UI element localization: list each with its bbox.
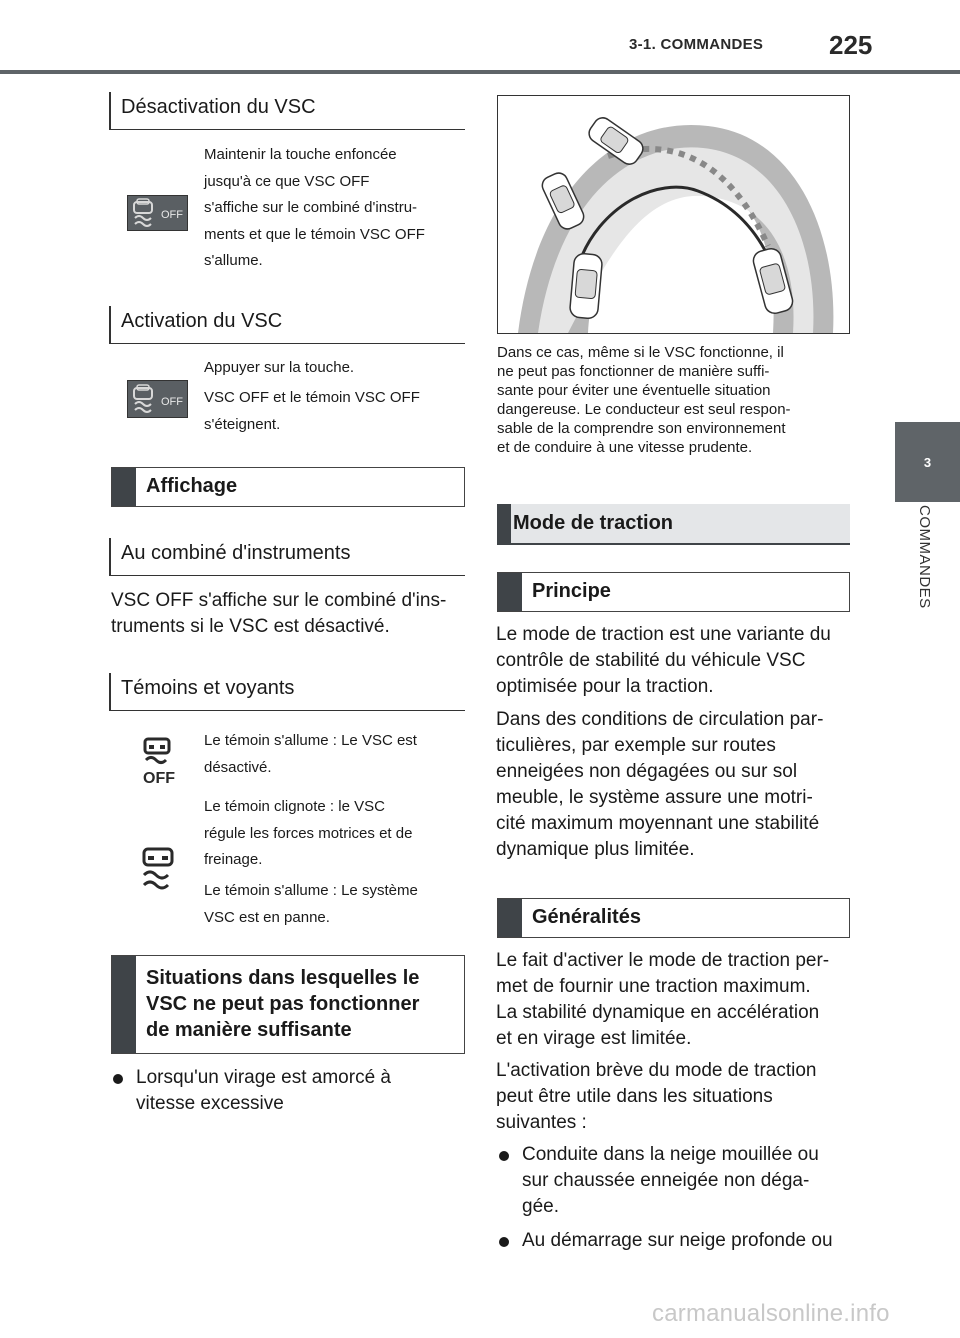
heading-bar (112, 956, 136, 1053)
general-paragraph-2: L'activation brève du mode de traction peut être utile dans les situations suivantes : (496, 1060, 817, 1133)
heading-bar (112, 468, 136, 506)
vsc-on-button-label: OFF (161, 396, 183, 408)
heading-situations: Situations dans lesquelles le VSC ne peut pas fonctionner de manière suffisante (111, 955, 465, 1054)
heading-instrument-cluster: Au combiné d'instruments (109, 538, 465, 576)
heading-indicators: Témoins et voyants (109, 673, 465, 711)
vsc-activation-text: VSC OFF et le témoin VSC OFF s'éteignent. (204, 389, 420, 433)
chapter-tab-number: 3 (895, 422, 960, 502)
header-rule (0, 70, 960, 74)
car-skid-icon (128, 381, 187, 417)
general-bullet-2: Au démarrage sur neige profonde ou (522, 1230, 833, 1251)
vsc-off-indicator-label: OFF (143, 770, 175, 785)
heading-vsc-activation: Activation du VSC (109, 306, 465, 344)
bullet (113, 1074, 123, 1084)
vsc-off-indicator-icon (141, 735, 177, 785)
illustration-caption: Dans ce cas, même si le VSC fonctionne, il ne peut pas fonctionner de manière suffi- sante pour éviter une éventuelle situation dangereuse. Le conducteur est seul respon- sable de la comprendre son environnement et de conduire à une vitesse prudente. (497, 344, 791, 456)
chapter-tab-label: COMMANDES (916, 505, 933, 609)
vsc-deactivation-text: Maintenir la touche enfoncée jusqu'à ce que VSC OFF s'affiche sur le combiné d'instru- ments et que le témoin VSC OFF s'allume. (204, 146, 425, 269)
heading-general: Généralités (497, 898, 850, 938)
heading-bar (498, 573, 522, 611)
watermark: carmanualsonline.info (652, 1300, 890, 1327)
heading-principle: Principe (497, 572, 850, 612)
vsc-on-button-icon (127, 380, 188, 418)
heading-affichage: Affichage (111, 467, 465, 507)
section-title: 3-1. COMMANDES (629, 36, 764, 53)
instrument-cluster-text: VSC OFF s'affiche sur le combiné d'ins- truments si le VSC est désactivé. (111, 590, 447, 637)
bullet (499, 1151, 509, 1161)
heading-traction-mode: Mode de traction (497, 504, 850, 545)
heading-vsc-deactivation: Désactivation du VSC (109, 92, 465, 130)
vsc-off-button-label: OFF (161, 209, 183, 221)
page-number: 225 (829, 30, 873, 60)
heading-bar (497, 504, 511, 543)
car-on-curve-illustration (498, 96, 849, 333)
principle-paragraph-1: Le mode de traction est une variante du contrôle de stabilité du véhicule VSC optimisée pour la traction. (496, 624, 831, 697)
bullet (499, 1237, 509, 1247)
indicator-flash-text: Le témoin clignote : le VSC régule les forces motrices et de freinage. (204, 798, 413, 868)
vsc-activation-step: Appuyer sur la touche. (204, 359, 355, 376)
indicator-off-text: Le témoin s'allume : Le VSC est désactivé. (204, 732, 417, 776)
curve-illustration (497, 95, 850, 334)
general-paragraph-1: Le fait d'activer le mode de traction per- met de fournir une traction maximum. La stabilité dynamique en accélération et en virage est limitée. (496, 950, 830, 1049)
principle-paragraph-2: Dans des conditions de circulation par- ticulières, par exemple sur routes enneigées non dégagées ou sur sol meuble, le système assure une motri- cité maximum moyennant une stabilité dynamique plus limitée. (496, 709, 824, 860)
car-skid-icon (128, 196, 187, 230)
vsc-skid-indicator-icon (138, 845, 180, 893)
heading-bar (498, 899, 522, 937)
indicator-fault-text: Le témoin s'allume : Le système VSC est en panne. (204, 882, 418, 926)
vsc-off-button-icon (127, 195, 188, 231)
general-bullet-1: Conduite dans la neige mouillée ou sur chaussée enneigée non déga- gée. (522, 1144, 819, 1217)
situation-bullet-text: Lorsqu'un virage est amorcé à vitesse excessive (136, 1067, 391, 1114)
